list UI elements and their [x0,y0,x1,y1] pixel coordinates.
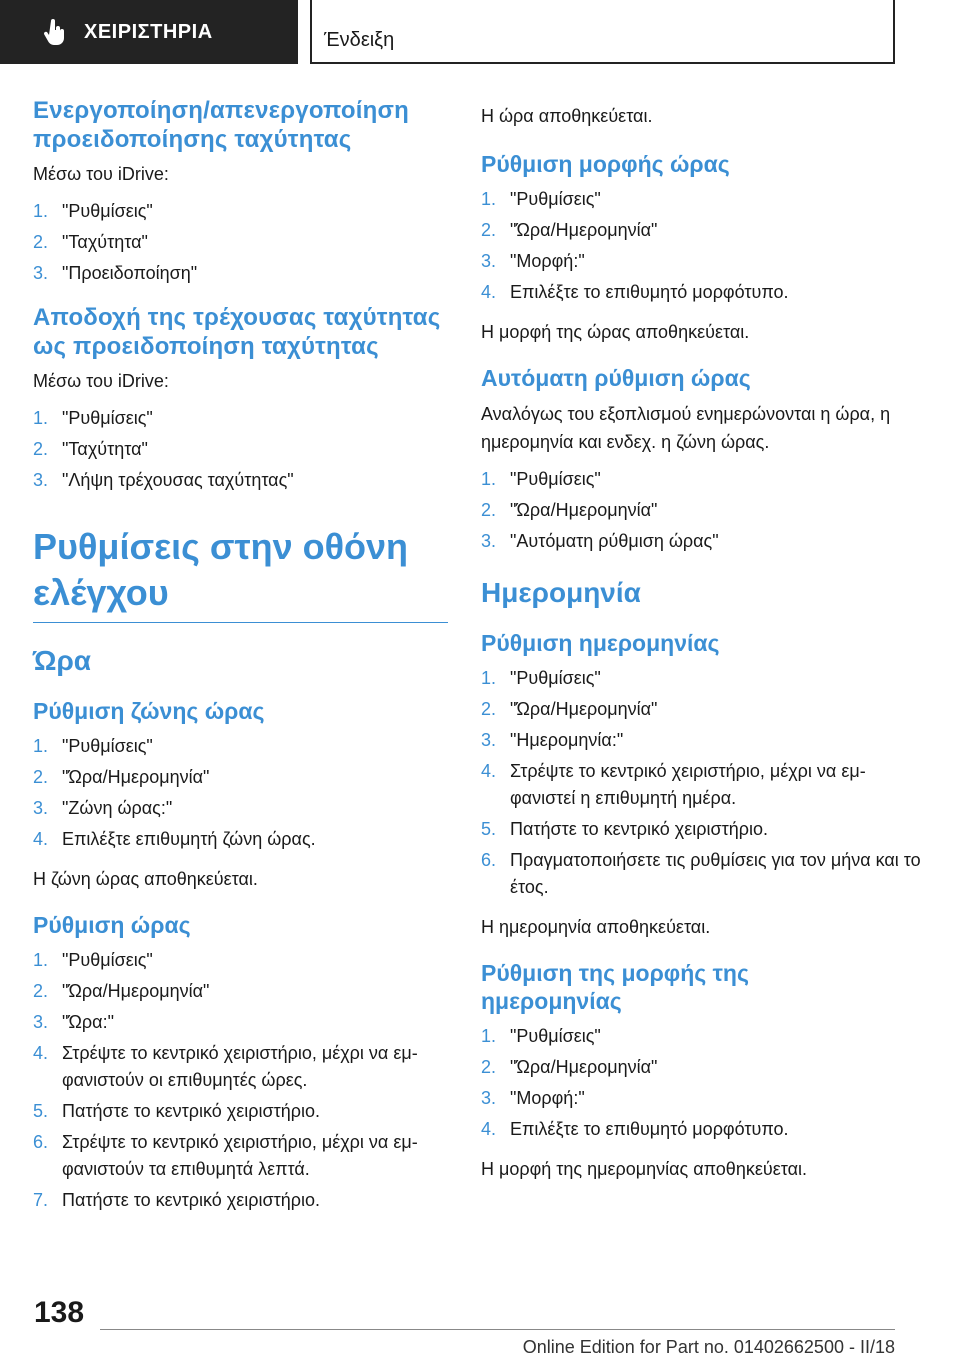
list-item: 2. "Ώρα/Ημερομηνία" [481,1057,658,1077]
list-item: 6. Πραγματοποιήσετε τις ρυθμίσεις για τον μήνα και το έτος. [481,850,921,897]
section-heading: Ρύθμιση ζώνης ώρας [33,698,265,724]
edition-text: Online Edition for Part no. 01402662500 - II/18 [522,1337,895,1357]
list-item: 3. "Ώρα:" [33,1012,114,1032]
subsection-title: Ώρα [33,645,91,676]
list-item: 3. "Αυτόματη ρύθμιση ώρας" [481,531,719,551]
list-item: 1. "Ρυθμίσεις" [33,950,153,970]
subsection-title: Ημερομηνία [481,577,641,608]
list-item: 4. Στρέψτε το κεντρικό χειριστήριο, μέχρι να εμφανιστεί η επιθυμητή ημέρα. [481,761,866,808]
left-column [33,96,448,1226]
note-text: Η ώρα αποθηκεύεται. [481,106,653,126]
list-item: 1. "Ρυθμίσεις" [481,1026,601,1046]
list-item: 4. Στρέψτε το κεντρικό χειριστήριο, μέχρι να εμφανιστούν οι επιθυμητές ώρες. [33,1043,418,1090]
steps-list [481,1023,921,1143]
steps-list [33,947,448,1214]
list-item: 2. "Ώρα/Ημερομηνία" [33,981,210,1001]
steps-list [481,466,921,555]
list-item: 1. "Ρυθμίσεις" [481,189,601,209]
list-item: 4. Επιλέξτε το επιθυμητό μορφότυπο. [481,1119,789,1139]
list-item: 3. "Προειδοποίηση" [33,263,198,283]
list-item: 5. Πατήστε το κεντρικό χειριστήριο. [481,819,768,839]
list-item: 1. "Ρυθμίσεις" [481,469,601,489]
note-text: Η μορφή της ώρας αποθηκεύεται. [481,322,750,342]
list-item: 3. "Ημερομηνία:" [481,730,624,750]
note-text: Η ζώνη ώρας αποθηκεύεται. [33,869,258,889]
list-item: 2. "Ώρα/Ημερομηνία" [33,767,210,787]
list-item: 4. Επιλέξτε το επιθυμητό μορφότυπο. [481,282,789,302]
steps-list [33,405,448,494]
steps-list [33,198,448,287]
note-text: Η ημερομηνία αποθηκεύεται. [481,917,711,937]
section-heading: Ενεργοποίηση/απενεργοποίηση προειδοποίησης ταχύτητας [33,97,409,153]
list-item: 3. "Λήψη τρέχουσας ταχύτητας" [33,470,294,490]
section-heading: Αυτόματη ρύθμιση ώρας [481,365,751,391]
list-item: 3. "Μορφή:" [481,251,585,271]
list-item: 2. "Ώρα/Ημερομηνία" [481,220,658,240]
list-item: 2. "Ώρα/Ημερομηνία" [481,500,658,520]
list-item: 1. "Ρυθμίσεις" [33,408,153,428]
section-heading: Ρύθμιση ώρας [33,912,191,938]
list-item: 1. "Ρυθμίσεις" [33,201,153,221]
list-item: 3. "Μορφή:" [481,1088,585,1108]
list-item: 3. "Ζώνη ώρας:" [33,798,173,818]
intro-text: Αναλόγως του εξοπλισμού ενημερώνονται η ώρα, η ημερομηνία και ενδεχ. η ζώνη ώρας. [481,404,891,452]
section-label: ΧΕΙΡΙΣΤΗΡΙΑ [84,20,213,43]
intro-text: Μέσω του iDrive: [33,371,169,391]
list-item: 5. Πατήστε το κεντρικό χειριστήριο. [33,1101,320,1121]
section-heading: Ρύθμιση της μορφής της ημερομηνίας [481,960,749,1014]
steps-list [481,186,921,306]
section-tab[interactable] [0,0,298,64]
list-item: 2. "Ώρα/Ημερομηνία" [481,699,658,719]
chapter-title: Ρυθμίσεις στην οθόνη ελέγχου [33,524,448,623]
list-item: 4. Επιλέξτε επιθυμητή ζώνη ώρας. [33,829,316,849]
steps-list [33,733,448,853]
list-item: 2. "Ταχύτητα" [33,232,148,252]
list-item: 7. Πατήστε το κεντρικό χειριστήριο. [33,1190,320,1210]
list-item: 6. Στρέψτε το κεντρικό χειριστήριο, μέχρι να εμφανιστούν τα επιθυμητά λεπτά. [33,1132,418,1179]
section-heading: Ρύθμιση μορφής ώρας [481,151,730,177]
section-heading: Ρύθμιση ημερομηνίας [481,630,720,656]
chapter-header [310,0,895,64]
footer-divider [100,1329,895,1330]
steps-list [481,665,921,901]
right-column [481,102,921,1193]
note-text: Η μορφή της ημερομηνίας αποθηκεύεται. [481,1159,807,1179]
section-heading: Αποδοχή της τρέχουσας ταχύτητας ως προειδοποίηση ταχύτητας [33,304,441,360]
intro-text: Μέσω του iDrive: [33,164,169,184]
chapter-label: Ένδειξη [324,29,395,51]
list-item: 2. "Ταχύτητα" [33,439,148,459]
list-item: 1. "Ρυθμίσεις" [481,668,601,688]
hand-pointer-icon [40,17,70,47]
list-item: 1. "Ρυθμίσεις" [33,736,153,756]
page-number: 138 [34,1296,85,1329]
